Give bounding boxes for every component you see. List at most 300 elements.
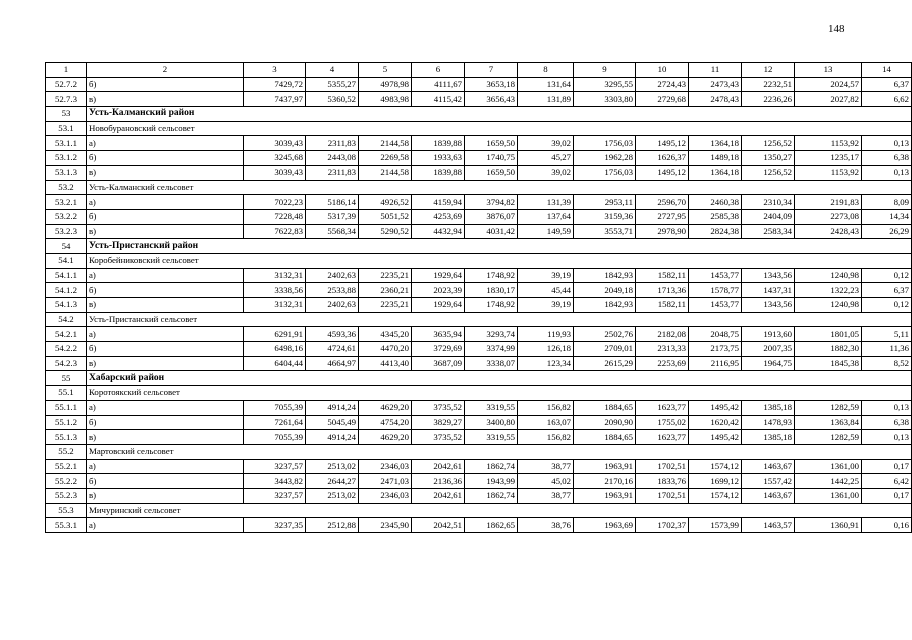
- table-row: [46, 415, 912, 430]
- value-cell: 2236,26: [742, 92, 795, 107]
- column-number: 5: [359, 63, 412, 78]
- value-cell: 7437,97: [244, 92, 306, 107]
- row-number: 52.7.2: [46, 77, 87, 92]
- value-cell: 2049,18: [574, 283, 636, 298]
- value-cell: 4978,98: [359, 77, 412, 92]
- value-cell: 1478,93: [742, 415, 795, 430]
- value-cell: 1626,37: [636, 151, 689, 166]
- value-cell: 7055,39: [244, 400, 306, 415]
- variant-label: в): [87, 488, 244, 503]
- value-cell: 1573,99: [689, 518, 742, 533]
- value-cell: 4629,20: [359, 400, 412, 415]
- value-cell: 2724,43: [636, 77, 689, 92]
- value-cell: 3876,07: [465, 209, 518, 224]
- value-cell: 2513,02: [306, 488, 359, 503]
- value-cell: 1659,50: [465, 165, 518, 180]
- variant-label: б): [87, 283, 244, 298]
- data-table: [45, 62, 912, 533]
- value-cell: 1256,52: [742, 136, 795, 151]
- value-cell: 3656,43: [465, 92, 518, 107]
- value-cell: 4159,94: [412, 195, 465, 210]
- value-cell: 45,44: [518, 283, 574, 298]
- variant-label: б): [87, 474, 244, 489]
- value-cell: 1740,75: [465, 151, 518, 166]
- value-cell: 3039,43: [244, 165, 306, 180]
- value-cell: 1748,92: [465, 268, 518, 283]
- value-cell: 123,34: [518, 356, 574, 371]
- row-number: 54.1.3: [46, 298, 87, 313]
- council-name: Коробейниковский сельсовет: [87, 253, 912, 268]
- value-cell: 2311,83: [306, 165, 359, 180]
- value-cell: 1659,50: [465, 136, 518, 151]
- value-cell: 0,17: [862, 459, 912, 474]
- value-cell: 3319,55: [465, 400, 518, 415]
- value-cell: 2144,58: [359, 136, 412, 151]
- table-row: [46, 195, 912, 210]
- row-number: 55.1: [46, 386, 87, 401]
- value-cell: 1962,28: [574, 151, 636, 166]
- row-number: 53.2: [46, 180, 87, 195]
- value-cell: 1702,51: [636, 459, 689, 474]
- row-number: 53.2.1: [46, 195, 87, 210]
- value-cell: 3653,18: [465, 77, 518, 92]
- table-row: [46, 488, 912, 503]
- value-cell: 3794,82: [465, 195, 518, 210]
- value-cell: 6,62: [862, 92, 912, 107]
- table-row: [46, 151, 912, 166]
- column-number: 4: [306, 63, 359, 78]
- value-cell: 1756,03: [574, 136, 636, 151]
- column-number: 11: [689, 63, 742, 78]
- district-row: [46, 371, 912, 386]
- value-cell: 4413,40: [359, 356, 412, 371]
- value-cell: 6,37: [862, 77, 912, 92]
- value-cell: 0,13: [862, 400, 912, 415]
- row-number: 53.1.3: [46, 165, 87, 180]
- column-number: 13: [795, 63, 862, 78]
- value-cell: 38,77: [518, 459, 574, 474]
- council-row: [46, 121, 912, 136]
- column-number: 10: [636, 63, 689, 78]
- value-cell: 1363,84: [795, 415, 862, 430]
- value-cell: 1240,98: [795, 298, 862, 313]
- value-cell: 1842,93: [574, 268, 636, 283]
- value-cell: 39,02: [518, 165, 574, 180]
- value-cell: 1929,64: [412, 268, 465, 283]
- value-cell: 1360,91: [795, 518, 862, 533]
- table-row: [46, 165, 912, 180]
- value-cell: 3374,99: [465, 342, 518, 357]
- variant-label: а): [87, 518, 244, 533]
- header-row: [46, 63, 912, 78]
- council-name: Мартовский сельсовет: [87, 444, 912, 459]
- value-cell: 6498,16: [244, 342, 306, 357]
- value-cell: 3237,35: [244, 518, 306, 533]
- row-number: 53.1.2: [46, 151, 87, 166]
- value-cell: 1240,98: [795, 268, 862, 283]
- value-cell: 39,02: [518, 136, 574, 151]
- value-cell: 1839,88: [412, 136, 465, 151]
- value-cell: 163,07: [518, 415, 574, 430]
- column-number: 1: [46, 63, 87, 78]
- value-cell: 2170,16: [574, 474, 636, 489]
- value-cell: 2478,43: [689, 92, 742, 107]
- column-number: 2: [87, 63, 244, 78]
- value-cell: 1801,05: [795, 327, 862, 342]
- variant-label: в): [87, 356, 244, 371]
- value-cell: 2090,90: [574, 415, 636, 430]
- variant-label: а): [87, 400, 244, 415]
- table-row: [46, 430, 912, 445]
- row-number: 54.1.1: [46, 268, 87, 283]
- council-name: Коротоякский сельсовет: [87, 386, 912, 401]
- value-cell: 3293,74: [465, 327, 518, 342]
- value-cell: 1463,57: [742, 518, 795, 533]
- value-cell: 1235,17: [795, 151, 862, 166]
- value-cell: 1489,18: [689, 151, 742, 166]
- value-cell: 1282,59: [795, 430, 862, 445]
- value-cell: 2471,03: [359, 474, 412, 489]
- variant-label: б): [87, 415, 244, 430]
- value-cell: 1830,17: [465, 283, 518, 298]
- table-row: [46, 459, 912, 474]
- table-row: [46, 400, 912, 415]
- row-number: 55.1.1: [46, 400, 87, 415]
- value-cell: 1882,30: [795, 342, 862, 357]
- council-name: Мичуринский сельсовет: [87, 503, 912, 518]
- value-cell: 2273,08: [795, 209, 862, 224]
- value-cell: 1702,37: [636, 518, 689, 533]
- variant-label: в): [87, 165, 244, 180]
- row-number: 55.2.3: [46, 488, 87, 503]
- value-cell: 2428,43: [795, 224, 862, 239]
- value-cell: 2824,38: [689, 224, 742, 239]
- row-number: 52.7.3: [46, 92, 87, 107]
- value-cell: 7622,83: [244, 224, 306, 239]
- table-row: [46, 298, 912, 313]
- value-cell: 2048,75: [689, 327, 742, 342]
- value-cell: 3132,31: [244, 298, 306, 313]
- value-cell: 2729,68: [636, 92, 689, 107]
- table-row: [46, 92, 912, 107]
- value-cell: 5051,52: [359, 209, 412, 224]
- value-cell: 2182,08: [636, 327, 689, 342]
- value-cell: 1862,65: [465, 518, 518, 533]
- value-cell: 4926,52: [359, 195, 412, 210]
- value-cell: 2978,90: [636, 224, 689, 239]
- value-cell: 1862,74: [465, 459, 518, 474]
- value-cell: 156,82: [518, 400, 574, 415]
- value-cell: 38,77: [518, 488, 574, 503]
- value-cell: 0,12: [862, 268, 912, 283]
- value-cell: 4345,20: [359, 327, 412, 342]
- council-row: [46, 503, 912, 518]
- value-cell: 1463,67: [742, 488, 795, 503]
- value-cell: 1282,59: [795, 400, 862, 415]
- table-row: [46, 474, 912, 489]
- table-row: [46, 77, 912, 92]
- value-cell: 1582,11: [636, 298, 689, 313]
- value-cell: 45,27: [518, 151, 574, 166]
- table-row: [46, 209, 912, 224]
- variant-label: а): [87, 268, 244, 283]
- value-cell: 1623,77: [636, 400, 689, 415]
- table-row: [46, 327, 912, 342]
- table-row: [46, 356, 912, 371]
- district-row: [46, 107, 912, 122]
- value-cell: 2512,88: [306, 518, 359, 533]
- value-cell: 2136,36: [412, 474, 465, 489]
- value-cell: 2709,01: [574, 342, 636, 357]
- value-cell: 1943,99: [465, 474, 518, 489]
- district-row: [46, 239, 912, 254]
- value-cell: 1453,77: [689, 268, 742, 283]
- value-cell: 7429,72: [244, 77, 306, 92]
- value-cell: 2360,21: [359, 283, 412, 298]
- value-cell: 1322,23: [795, 283, 862, 298]
- value-cell: 4253,69: [412, 209, 465, 224]
- column-number: 3: [244, 63, 306, 78]
- row-number: 53.2.3: [46, 224, 87, 239]
- value-cell: 1845,38: [795, 356, 862, 371]
- value-cell: 2007,35: [742, 342, 795, 357]
- value-cell: 1929,64: [412, 298, 465, 313]
- value-cell: 6404,44: [244, 356, 306, 371]
- value-cell: 5,11: [862, 327, 912, 342]
- value-cell: 1437,31: [742, 283, 795, 298]
- value-cell: 5186,14: [306, 195, 359, 210]
- value-cell: 1582,11: [636, 268, 689, 283]
- value-cell: 7055,39: [244, 430, 306, 445]
- value-cell: 3635,94: [412, 327, 465, 342]
- value-cell: 1343,56: [742, 298, 795, 313]
- value-cell: 1385,18: [742, 430, 795, 445]
- table-row: [46, 342, 912, 357]
- value-cell: 1620,42: [689, 415, 742, 430]
- council-name: Усть-Пристанский сельсовет: [87, 312, 912, 327]
- value-cell: 3039,43: [244, 136, 306, 151]
- row-number: 55.1.3: [46, 430, 87, 445]
- column-number: 12: [742, 63, 795, 78]
- row-number: 54.1.2: [46, 283, 87, 298]
- value-cell: 4983,98: [359, 92, 412, 107]
- value-cell: 3338,56: [244, 283, 306, 298]
- value-cell: 3400,80: [465, 415, 518, 430]
- value-cell: 1574,12: [689, 488, 742, 503]
- value-cell: 0,16: [862, 518, 912, 533]
- district-name: Хабарский район: [87, 371, 912, 386]
- value-cell: 1361,00: [795, 488, 862, 503]
- value-cell: 1699,12: [689, 474, 742, 489]
- value-cell: 2513,02: [306, 459, 359, 474]
- row-number: 55.3: [46, 503, 87, 518]
- value-cell: 7228,48: [244, 209, 306, 224]
- value-cell: 39,19: [518, 298, 574, 313]
- value-cell: 1557,42: [742, 474, 795, 489]
- council-row: [46, 253, 912, 268]
- row-number: 54.2: [46, 312, 87, 327]
- value-cell: 1385,18: [742, 400, 795, 415]
- value-cell: 4754,20: [359, 415, 412, 430]
- column-number: 9: [574, 63, 636, 78]
- value-cell: 5317,39: [306, 209, 359, 224]
- council-name: Новобурановский сельсовет: [87, 121, 912, 136]
- row-number: 55.2.1: [46, 459, 87, 474]
- value-cell: 1495,42: [689, 430, 742, 445]
- value-cell: 6,38: [862, 415, 912, 430]
- value-cell: 6,37: [862, 283, 912, 298]
- value-cell: 2502,76: [574, 327, 636, 342]
- row-number: 55.3.1: [46, 518, 87, 533]
- value-cell: 1153,92: [795, 136, 862, 151]
- value-cell: 3735,52: [412, 400, 465, 415]
- value-cell: 4664,97: [306, 356, 359, 371]
- value-cell: 0,13: [862, 165, 912, 180]
- value-cell: 3687,09: [412, 356, 465, 371]
- value-cell: 1343,56: [742, 268, 795, 283]
- value-cell: 3303,80: [574, 92, 636, 107]
- value-cell: 45,02: [518, 474, 574, 489]
- value-cell: 1495,42: [689, 400, 742, 415]
- value-cell: 1702,51: [636, 488, 689, 503]
- value-cell: 1361,00: [795, 459, 862, 474]
- value-cell: 1755,02: [636, 415, 689, 430]
- value-cell: 5360,52: [306, 92, 359, 107]
- value-cell: 4593,36: [306, 327, 359, 342]
- district-name: Усть-Калманский район: [87, 107, 912, 122]
- value-cell: 14,34: [862, 209, 912, 224]
- value-cell: 2042,61: [412, 459, 465, 474]
- value-cell: 2953,11: [574, 195, 636, 210]
- value-cell: 2024,57: [795, 77, 862, 92]
- value-cell: 2042,51: [412, 518, 465, 533]
- value-cell: 1842,93: [574, 298, 636, 313]
- value-cell: 2404,09: [742, 209, 795, 224]
- row-number: 55.2: [46, 444, 87, 459]
- value-cell: 1623,77: [636, 430, 689, 445]
- page-number: 148: [828, 23, 845, 35]
- value-cell: 4111,67: [412, 77, 465, 92]
- council-row: [46, 180, 912, 195]
- value-cell: 2173,75: [689, 342, 742, 357]
- value-cell: 2644,27: [306, 474, 359, 489]
- value-cell: 131,89: [518, 92, 574, 107]
- row-number: 54.2.3: [46, 356, 87, 371]
- value-cell: 1713,36: [636, 283, 689, 298]
- table-row: [46, 268, 912, 283]
- value-cell: 2727,95: [636, 209, 689, 224]
- column-number: 8: [518, 63, 574, 78]
- value-cell: 5290,52: [359, 224, 412, 239]
- value-cell: 2460,38: [689, 195, 742, 210]
- value-cell: 1933,63: [412, 151, 465, 166]
- row-number: 53: [46, 107, 87, 122]
- value-cell: 1256,52: [742, 165, 795, 180]
- value-cell: 2533,88: [306, 283, 359, 298]
- value-cell: 11,36: [862, 342, 912, 357]
- value-cell: 2310,34: [742, 195, 795, 210]
- row-number: 54.1: [46, 253, 87, 268]
- value-cell: 2615,29: [574, 356, 636, 371]
- value-cell: 2235,21: [359, 268, 412, 283]
- value-cell: 1963,69: [574, 518, 636, 533]
- table-body: [46, 63, 912, 533]
- value-cell: 3245,68: [244, 151, 306, 166]
- value-cell: 2402,63: [306, 268, 359, 283]
- value-cell: 0,17: [862, 488, 912, 503]
- value-cell: 4031,42: [465, 224, 518, 239]
- row-number: 54.2.1: [46, 327, 87, 342]
- value-cell: 2116,95: [689, 356, 742, 371]
- value-cell: 0,13: [862, 136, 912, 151]
- variant-label: а): [87, 327, 244, 342]
- value-cell: 1574,12: [689, 459, 742, 474]
- value-cell: 2583,34: [742, 224, 795, 239]
- value-cell: 119,93: [518, 327, 574, 342]
- value-cell: 3829,27: [412, 415, 465, 430]
- value-cell: 126,18: [518, 342, 574, 357]
- value-cell: 4432,94: [412, 224, 465, 239]
- value-cell: 2023,39: [412, 283, 465, 298]
- value-cell: 1884,65: [574, 430, 636, 445]
- value-cell: 4115,42: [412, 92, 465, 107]
- value-cell: 2253,69: [636, 356, 689, 371]
- value-cell: 0,13: [862, 430, 912, 445]
- value-cell: 156,82: [518, 430, 574, 445]
- value-cell: 2346,03: [359, 488, 412, 503]
- value-cell: 1350,27: [742, 151, 795, 166]
- variant-label: б): [87, 209, 244, 224]
- value-cell: 3735,52: [412, 430, 465, 445]
- value-cell: 1495,12: [636, 136, 689, 151]
- value-cell: 6,38: [862, 151, 912, 166]
- value-cell: 1453,77: [689, 298, 742, 313]
- column-number: 14: [862, 63, 912, 78]
- variant-label: б): [87, 151, 244, 166]
- value-cell: 2144,58: [359, 165, 412, 180]
- value-cell: 4914,24: [306, 400, 359, 415]
- variant-label: а): [87, 136, 244, 151]
- value-cell: 2585,38: [689, 209, 742, 224]
- value-cell: 1913,60: [742, 327, 795, 342]
- value-cell: 3132,31: [244, 268, 306, 283]
- value-cell: 3159,36: [574, 209, 636, 224]
- value-cell: 5045,49: [306, 415, 359, 430]
- value-cell: 3729,69: [412, 342, 465, 357]
- value-cell: 2473,43: [689, 77, 742, 92]
- value-cell: 4724,61: [306, 342, 359, 357]
- row-number: 53.2.2: [46, 209, 87, 224]
- column-number: 6: [412, 63, 465, 78]
- value-cell: 3319,55: [465, 430, 518, 445]
- value-cell: 3237,57: [244, 488, 306, 503]
- value-cell: 4914,24: [306, 430, 359, 445]
- value-cell: 2596,70: [636, 195, 689, 210]
- value-cell: 2313,33: [636, 342, 689, 357]
- value-cell: 2345,90: [359, 518, 412, 533]
- value-cell: 1963,91: [574, 488, 636, 503]
- value-cell: 0,12: [862, 298, 912, 313]
- variant-label: б): [87, 77, 244, 92]
- value-cell: 1964,75: [742, 356, 795, 371]
- row-number: 53.1: [46, 121, 87, 136]
- table-row: [46, 136, 912, 151]
- value-cell: 2232,51: [742, 77, 795, 92]
- value-cell: 2443,08: [306, 151, 359, 166]
- value-cell: 2191,83: [795, 195, 862, 210]
- council-name: Усть-Калманский сельсовет: [87, 180, 912, 195]
- value-cell: 3295,55: [574, 77, 636, 92]
